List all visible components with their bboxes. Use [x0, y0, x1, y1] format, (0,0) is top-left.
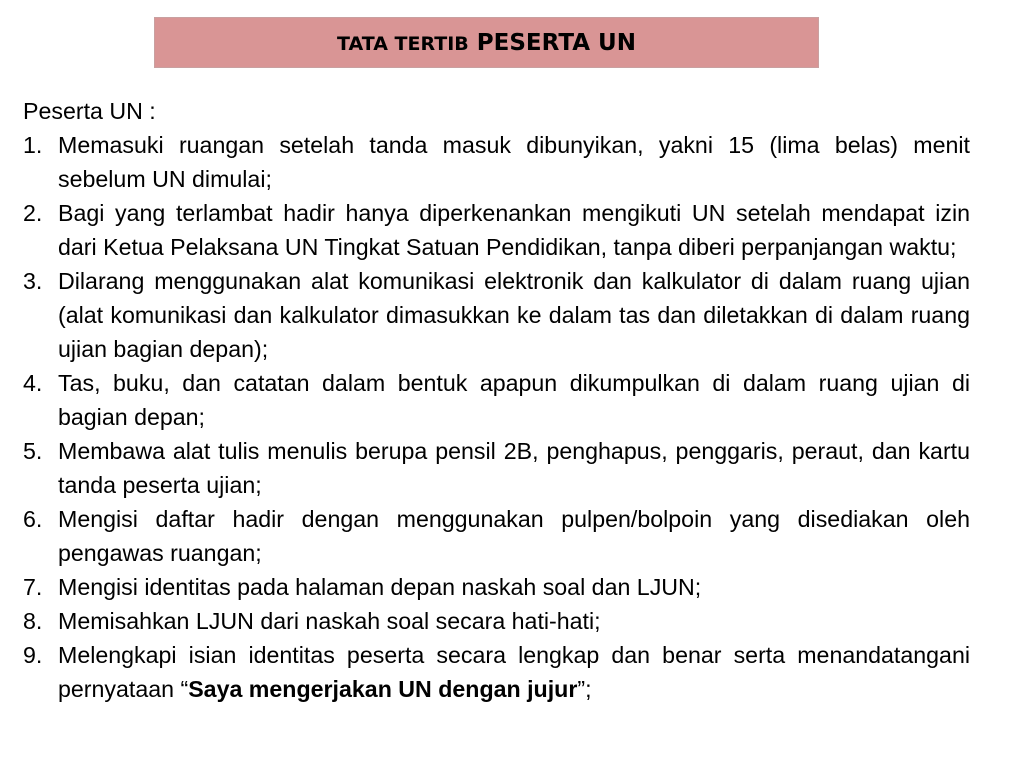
- list-item: [23, 502, 970, 570]
- rule9-text-after: ”;: [577, 676, 592, 702]
- list-number: 7.: [23, 574, 43, 600]
- list-item: [23, 264, 970, 366]
- list-item: [23, 366, 970, 434]
- rules-list: [23, 128, 970, 706]
- rule9-text-before: Melengkapi isian identitas peserta secara lengkap dan benar serta menandatangani pernyataan “: [58, 642, 970, 702]
- list-number: 5.: [23, 438, 43, 464]
- list-item: [23, 196, 970, 264]
- list-number: 6.: [23, 506, 43, 532]
- list-item: [23, 638, 970, 706]
- intro-line: Peserta UN :: [23, 98, 156, 124]
- title-part-1: TATA TERTIB: [337, 32, 469, 55]
- list-text: Mengisi identitas pada halaman depan naskah soal dan LJUN;: [58, 574, 702, 600]
- list-text: Mengisi daftar hadir dengan menggunakan pulpen/bolpoin yang disediakan oleh pengawas ruangan;: [58, 506, 970, 566]
- list-number: 1.: [23, 132, 43, 158]
- list-text: Memisahkan LJUN dari naskah soal secara hati-hati;: [58, 608, 601, 634]
- list-item: [23, 570, 970, 604]
- list-text: Memasuki ruangan setelah tanda masuk dibunyikan, yakni 15 (lima belas) menit sebelum UN dimulai;: [58, 132, 970, 192]
- list-item: [23, 434, 970, 502]
- list-text: Dilarang menggunakan alat komunikasi elektronik dan kalkulator di dalam ruang ujian (alat komunikasi dan kalkulator dimasukkan ke dalam tas dan diletakkan di dalam ruang ujian bagian depan);: [58, 268, 970, 362]
- list-number: 2.: [23, 200, 43, 226]
- list-text: Membawa alat tulis menulis berupa pensil 2B, penghapus, penggaris, peraut, dan kartu tanda peserta ujian;: [58, 438, 970, 498]
- list-number: 8.: [23, 608, 43, 634]
- title-part-2: PESERTA UN: [476, 29, 636, 56]
- title-banner: [154, 17, 819, 68]
- list-text: Tas, buku, dan catatan dalam bentuk apapun dikumpulkan di dalam ruang ujian di bagian depan;: [58, 370, 970, 430]
- list-number: 9.: [23, 642, 43, 668]
- rule9-bold-statement: Saya mengerjakan UN dengan jujur: [188, 676, 578, 702]
- list-number: 3.: [23, 268, 43, 294]
- page-title: [337, 30, 636, 56]
- list-text: [58, 638, 970, 706]
- list-number: 4.: [23, 370, 43, 396]
- rules-content: [23, 94, 970, 706]
- list-text: Bagi yang terlambat hadir hanya diperkenankan mengikuti UN setelah mendapat izin dari Ketua Pelaksana UN Tingkat Satuan Pendidikan, tanpa diberi perpanjangan waktu;: [58, 200, 970, 260]
- list-item: [23, 604, 970, 638]
- list-item: [23, 128, 970, 196]
